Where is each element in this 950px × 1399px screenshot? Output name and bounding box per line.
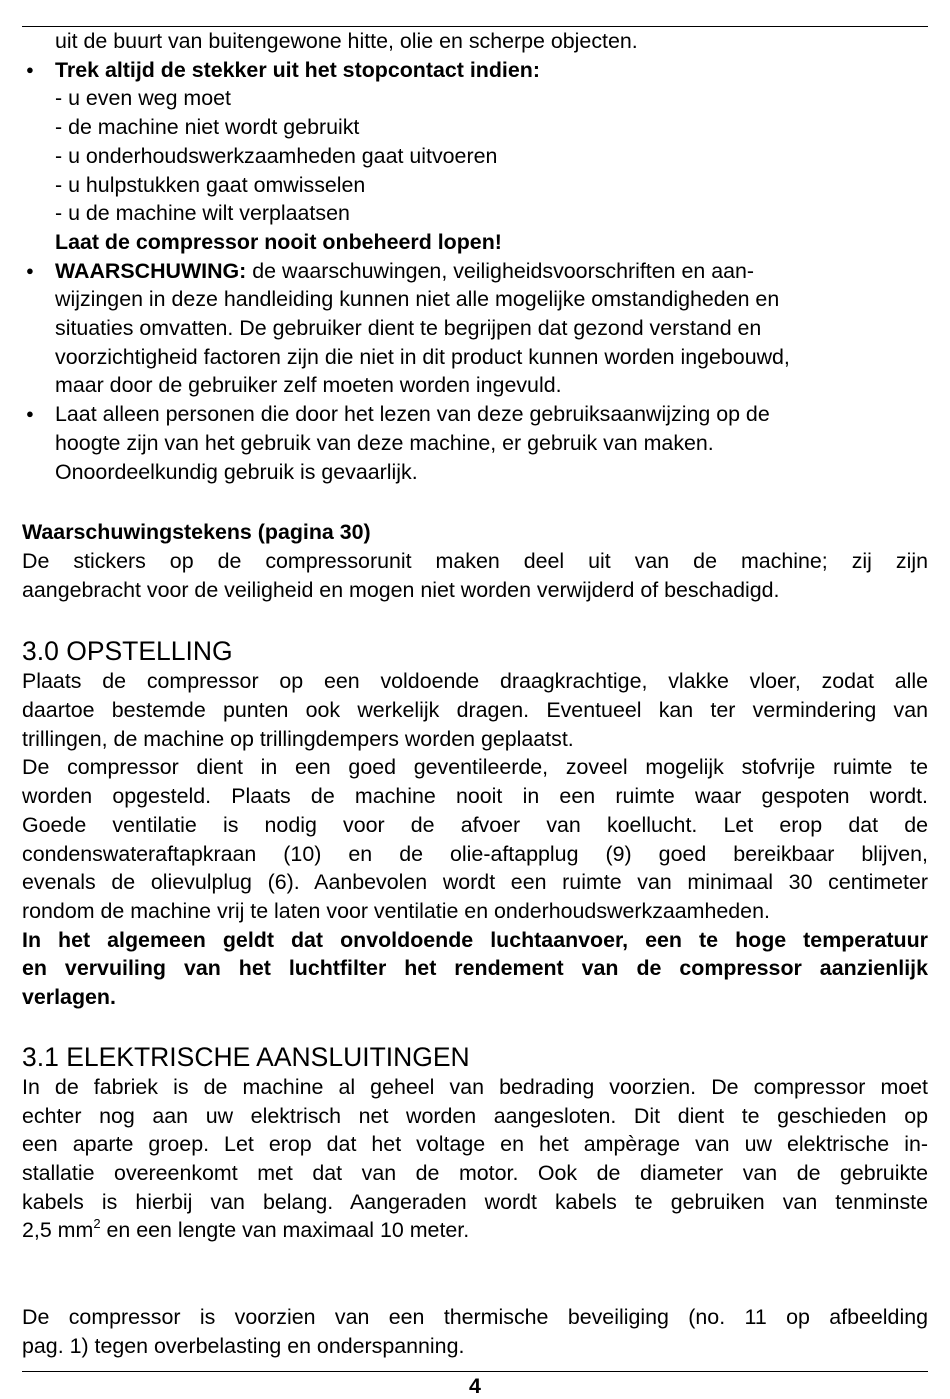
section-3-1-line: een aparte groep. Let erop dat het voltage en het ampèrage van uw elektrische in- — [22, 1132, 928, 1157]
section-3-0-line: Plaats de compressor op een voldoende draagkrachtige, vlakke vloer, zodat alle — [22, 669, 928, 694]
bullet-icon: ● — [26, 262, 34, 278]
unplug-item: - u hulpstukken gaat omwisselen — [55, 172, 366, 197]
page-content — [22, 27, 928, 1360]
warning-line: wijzingen in deze handleiding kunnen niet alle mogelijke omstandigheden en — [55, 287, 780, 312]
section-3-1-line: echter nog aan uw elektrisch net worden aangesloten. Dit dient te geschieden op — [22, 1103, 928, 1128]
section-3-1-line: kabels is hierbij van belang. Aangeraden wordt kabels te gebruiken van tenminste — [22, 1189, 928, 1214]
section-3-0-heading: 3.0 OPSTELLING — [22, 636, 233, 667]
unplug-closing: Laat de compressor nooit onbeheerd lopen! — [55, 229, 502, 254]
warning-line: situaties omvatten. De gebruiker dient te begrijpen dat gezond verstand en — [55, 316, 762, 341]
spacer — [22, 486, 928, 518]
bullet-unplug — [22, 56, 928, 257]
persons-line: Laat alleen personen die door het lezen van deze gebruiksaanwijzing op de — [55, 402, 770, 427]
persons-line: hoogte zijn van het gebruik van deze machine, er gebruik van maken. — [55, 430, 714, 455]
section-3-0-bold-line: verlagen. — [22, 985, 116, 1010]
bullet-warning — [22, 257, 928, 401]
warning-line: voorzichtigheid factoren zijn die niet in dit product kunnen worden ingebouwd, — [55, 344, 790, 369]
spacer — [22, 1245, 928, 1303]
section-3-0-line: De compressor dient in een goed geventileerde, zoveel mogelijk stofvrije ruimte te — [22, 755, 928, 780]
unplug-item: - u onderhoudswerkzaamheden gaat uitvoeren — [55, 143, 498, 168]
unplug-title: Trek altijd de stekker uit het stopcontact indien: — [55, 57, 540, 82]
unplug-item: - u even weg moet — [55, 86, 231, 111]
section-3-0-line: daartoe bestemde punten ook werkelijk dragen. Eventueel kan ter vermindering van — [22, 698, 928, 723]
section-3-1-line: stallatie overeenkomt met dat van de motor. Ook de diameter van de gebruikte — [22, 1160, 928, 1185]
warning-text: de waarschuwingen, veiligheidsvoorschriften en aan- — [246, 258, 755, 283]
spacer — [22, 1012, 928, 1042]
stickers-line: aangebracht voor de veiligheid en mogen niet worden verwijderd of beschadigd. — [22, 577, 780, 602]
bullet-icon: ● — [26, 61, 34, 77]
unplug-item: - de machine niet wordt gebruikt — [55, 115, 360, 140]
continuation-line: uit de buurt van buitengewone hitte, olie en scherpe objecten. — [55, 29, 638, 53]
warning-line: maar door de gebruiker zelf moeten worden ingevuld. — [55, 373, 562, 398]
thermal-line: pag. 1) tegen overbelasting en onderspanning. — [22, 1333, 465, 1358]
bullet-icon: ● — [26, 406, 34, 422]
section-3-0-bold-line: In het algemeen geldt dat onvoldoende luchtaanvoer, een te hoge temperatuur — [22, 927, 928, 952]
bottom-rule — [22, 1371, 928, 1372]
thermal-line: De compressor is voorzien van een thermische beveiliging (no. 11 op afbeelding — [22, 1305, 928, 1330]
bullet-persons — [22, 400, 928, 486]
section-3-0-line: evenals de olievulplug (6). Aanbevolen wordt een ruimte van minimaal 30 centimeter — [22, 870, 928, 895]
section-3-1-heading: 3.1 ELEKTRISCHE AANSLUITINGEN — [22, 1041, 470, 1072]
section-3-0-line: rondom de machine vrij te laten voor ventilatie en onderhoudswerkzaamheden. — [22, 898, 770, 923]
section-3-0-line: condenswateraftapkraan (10) en de olie-aftapplug (9) goed bereikbaar blijven, — [22, 841, 928, 866]
spacer — [22, 604, 928, 636]
stickers-line: De stickers op de compressorunit maken deel uit van de machine; zij zijn — [22, 548, 928, 573]
section-3-0-line: worden opgesteld. Plaats de machine nooit in een ruimte waar gespoten wordt. — [22, 784, 928, 809]
section-3-0-line: Goede ventilatie is nodig voor de afvoer van koellucht. Let erop dat de — [22, 812, 928, 837]
cable-length: en een lengte van maximaal 10 meter. — [100, 1218, 470, 1243]
superscript: 2 — [93, 1216, 101, 1232]
page-number: 4 — [469, 1374, 481, 1398]
persons-line: Onoordeelkundig gebruik is gevaarlijk. — [55, 459, 418, 484]
section-3-1-line: In de fabriek is de machine al geheel van bedrading voorzien. De compressor moet — [22, 1074, 928, 1099]
warning-line — [55, 257, 928, 286]
warning-label: WAARSCHUWING: — [55, 258, 247, 283]
section-3-0-line: trillingen, de machine op trillingdempers worden geplaatst. — [22, 726, 574, 751]
section-3-0-bold-line: en vervuiling van het luchtfilter het rendement van de compressor aanzienlijk — [22, 956, 928, 981]
cable-size: 2,5 mm — [22, 1218, 94, 1243]
unplug-item: - u de machine wilt verplaatsen — [55, 201, 350, 226]
section-3-1-last-line — [22, 1216, 928, 1245]
stickers-title: Waarschuwingstekens (pagina 30) — [22, 520, 371, 545]
